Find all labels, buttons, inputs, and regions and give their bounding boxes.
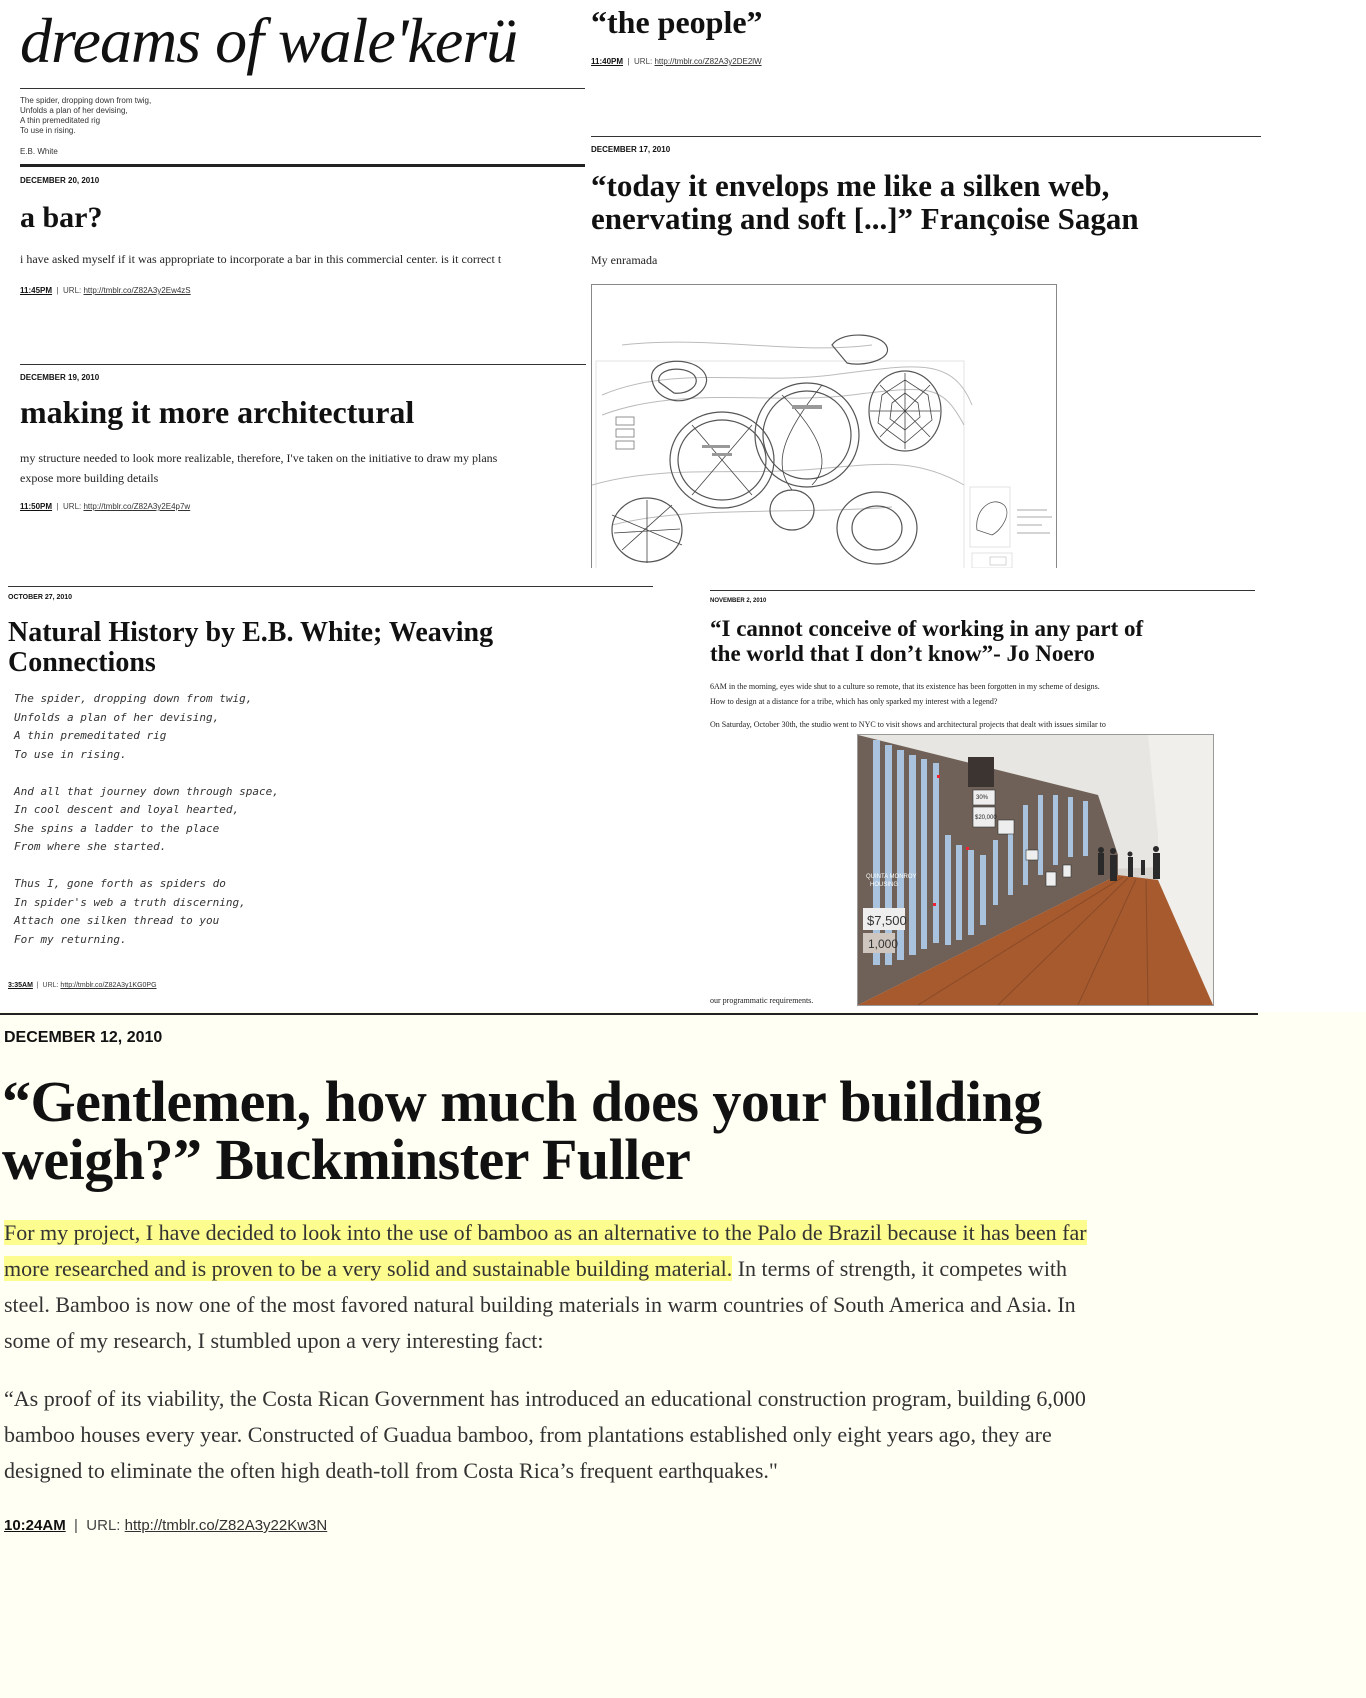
body-line: [4, 1251, 1264, 1287]
epigraph-line: Unfolds a plan of her devising,: [20, 106, 128, 115]
title-line: Connections: [8, 647, 156, 678]
post-divider: [8, 586, 653, 587]
quote-block: [4, 1381, 1264, 1489]
body-line: steel. Bamboo is now one of the most favored natural building materials in warm countries of South America and Asia. In: [4, 1292, 1076, 1317]
poem-line: Unfolds a plan of her devising,: [14, 710, 220, 724]
header-divider: [20, 88, 585, 89]
epigraph-line: To use in rising.: [20, 126, 76, 135]
post-divider: [591, 136, 1261, 137]
post-body: [710, 679, 1255, 709]
title-line: Natural History by E.B. White; Weaving: [8, 617, 494, 648]
post-permalink[interactable]: 11:50PM: [20, 502, 53, 511]
post-date: NOVEMBER 2, 2010: [710, 598, 767, 604]
poem-line: She spins a ladder to the place: [14, 821, 220, 835]
post-jo-noero: [710, 592, 1255, 1007]
poem-line: In cool descent and loyal hearted,: [14, 803, 240, 816]
title-line: enervating and soft [...]” Françoise Sagan: [591, 200, 1139, 236]
blog-header: [0, 0, 600, 165]
title-line: weigh?” Buckminster Fuller: [2, 1127, 691, 1192]
post-a-bar: [20, 170, 586, 360]
meta-separator: |: [34, 982, 43, 989]
body-text: In terms of strength, it competes with: [732, 1256, 1068, 1281]
post-natural-history: [8, 588, 653, 1003]
post-architectural: [20, 366, 586, 526]
poem-line: In spider's web a truth discerning,: [14, 895, 246, 909]
post-body: [20, 448, 586, 488]
site-plan-svg: [592, 285, 1056, 568]
poem-line: [14, 764, 279, 783]
photo-label-price2: $20,000: [975, 815, 997, 821]
meta-separator: |: [69, 1517, 87, 1534]
post-meta: [4, 1517, 327, 1534]
poem-line: And all that journey down through space,: [14, 784, 279, 798]
post-title[interactable]: [591, 170, 1139, 235]
post-body: My enramada: [591, 253, 658, 267]
post-divider: [710, 590, 1255, 591]
poem-line: Thus I, gone forth as spiders do: [14, 877, 226, 890]
epigraph-line: A thin premeditated rig: [20, 116, 101, 125]
title-line: the world that I don’t know”- Jo Noero: [710, 641, 1095, 666]
post-title[interactable]: [2, 1069, 1042, 1192]
post-permalink[interactable]: 3:35AM: [8, 982, 33, 989]
post-short-url[interactable]: http://tmblr.co/Z82A3y1KG0PG: [60, 982, 157, 989]
post-the-people: [591, 0, 1261, 90]
poem-line: [14, 857, 279, 876]
post-date: DECEMBER 17, 2010: [591, 145, 671, 154]
highlighted-text: more researched and is proven to be a very solid and sustainable building material.: [4, 1256, 733, 1281]
blog-epigraph: [20, 96, 151, 136]
post-meta: [20, 502, 190, 511]
body-line: [4, 1215, 1264, 1251]
poem-line: From where she started.: [14, 840, 167, 853]
post-date: DECEMBER 20, 2010: [20, 176, 100, 185]
exhibition-photo[interactable]: [857, 734, 1214, 1006]
url-label: URL:: [86, 1517, 121, 1534]
post-date: OCTOBER 27, 2010: [8, 594, 73, 601]
meta-separator: |: [625, 57, 635, 66]
post-meta: [591, 57, 762, 66]
post-title[interactable]: [8, 618, 493, 678]
title-line: “I cannot conceive of working in any part of: [710, 616, 1144, 641]
post-permalink[interactable]: 11:45PM: [20, 286, 53, 295]
post-body-end: our programmatic requirements.: [710, 996, 814, 1005]
body-line: expose more building details: [20, 471, 159, 485]
photo-label-pct: 30%: [976, 795, 989, 801]
url-label: URL:: [42, 982, 59, 989]
body-line: my structure needed to look more realizable, therefore, I've taken on the initiative to draw my plans: [20, 451, 498, 465]
poem-line: To use in rising.: [14, 747, 127, 761]
poem-line: The spider, dropping down from twig,: [14, 692, 253, 705]
title-line: “today it envelops me like a silken web,: [591, 168, 1110, 203]
photo-label-price: $7,500: [867, 913, 907, 928]
post-title[interactable]: “the people”: [591, 4, 763, 40]
header-thick-divider: [20, 164, 585, 167]
post-date: DECEMBER 19, 2010: [20, 373, 100, 382]
post-body: On Saturday, October 30th, the studio went to NYC to visit shows and architectural projects that dealt with issues similar to: [710, 720, 1106, 729]
epigraph-line: The spider, dropping down from twig,: [20, 96, 152, 105]
poem: [14, 690, 279, 949]
post-body: [4, 1215, 1264, 1359]
meta-separator: |: [54, 502, 64, 511]
post-short-url[interactable]: http://tmblr.co/Z82A3y22Kw3N: [124, 1517, 328, 1534]
post-permalink[interactable]: 11:40PM: [591, 57, 624, 66]
epigraph-author: E.B. White: [20, 147, 58, 156]
body-line: 6AM in the morning, eyes wide shut to a culture so remote, that its existence has been forgotten in my scheme of designs.: [710, 682, 1100, 691]
quote-line: designed to eliminate the often high death-toll from Costa Rica’s frequent earthquakes.": [4, 1458, 778, 1483]
post-short-url[interactable]: http://tmblr.co/Z82A3y2E4p7w: [83, 502, 191, 511]
post-title[interactable]: [710, 616, 1143, 666]
post-short-url[interactable]: http://tmblr.co/Z82A3y2Ew4zS: [83, 286, 191, 295]
post-title[interactable]: a bar?: [20, 201, 103, 234]
quote-line: “As proof of its viability, the Costa Rican Government has introduced an educational construction program, building 6,000: [4, 1386, 1086, 1411]
photo-label-housing: HOUSING: [870, 882, 899, 888]
quote-line: bamboo houses every year. Constructed of Guadua bamboo, from plantations established only eight years ago, they are: [4, 1422, 1052, 1447]
photo-label-units: 1,000: [868, 937, 899, 951]
post-date: DECEMBER 12, 2010: [4, 1029, 163, 1046]
highlighted-text: For my project, I have decided to look into the use of bamboo as an alternative to the Palo de Brazil because it has been far: [4, 1220, 1087, 1245]
url-label: URL:: [63, 502, 82, 511]
post-meta: [8, 982, 157, 989]
title-line: “Gentlemen, how much does your building: [2, 1069, 1042, 1134]
poem-line: A thin premeditated rig: [14, 729, 167, 742]
url-label: URL:: [63, 286, 82, 295]
url-label: URL:: [634, 57, 653, 66]
exhibition-photo-svg: [858, 735, 1213, 1005]
post-permalink[interactable]: 10:24AM: [4, 1517, 66, 1534]
post-body: i have asked myself if it was appropriate to incorporate a bar in this commercial center. is it correct t: [20, 252, 502, 266]
body-line: How to design at a distance for a tribe, which has only sparked my interest with a legend?: [710, 697, 998, 706]
post-short-url[interactable]: http://tmblr.co/Z82A3y2DE2lW: [654, 57, 762, 66]
post-sagan: [591, 138, 1261, 568]
post-divider: [20, 364, 586, 365]
post-meta: [20, 286, 191, 295]
poem-line: For my returning.: [14, 932, 127, 946]
post-title[interactable]: making it more architectural: [20, 394, 415, 430]
meta-separator: |: [54, 286, 64, 295]
blog-title[interactable]: dreams of wale'kerü: [20, 5, 518, 76]
photo-label-quinta: QUINTA MONROY: [866, 874, 917, 880]
site-plan-drawing[interactable]: [591, 284, 1057, 568]
post-fuller: [0, 1015, 1366, 1698]
body-line: some of my research, I stumbled upon a very interesting fact:: [4, 1328, 544, 1353]
poem-line: Attach one silken thread to you: [14, 914, 220, 927]
